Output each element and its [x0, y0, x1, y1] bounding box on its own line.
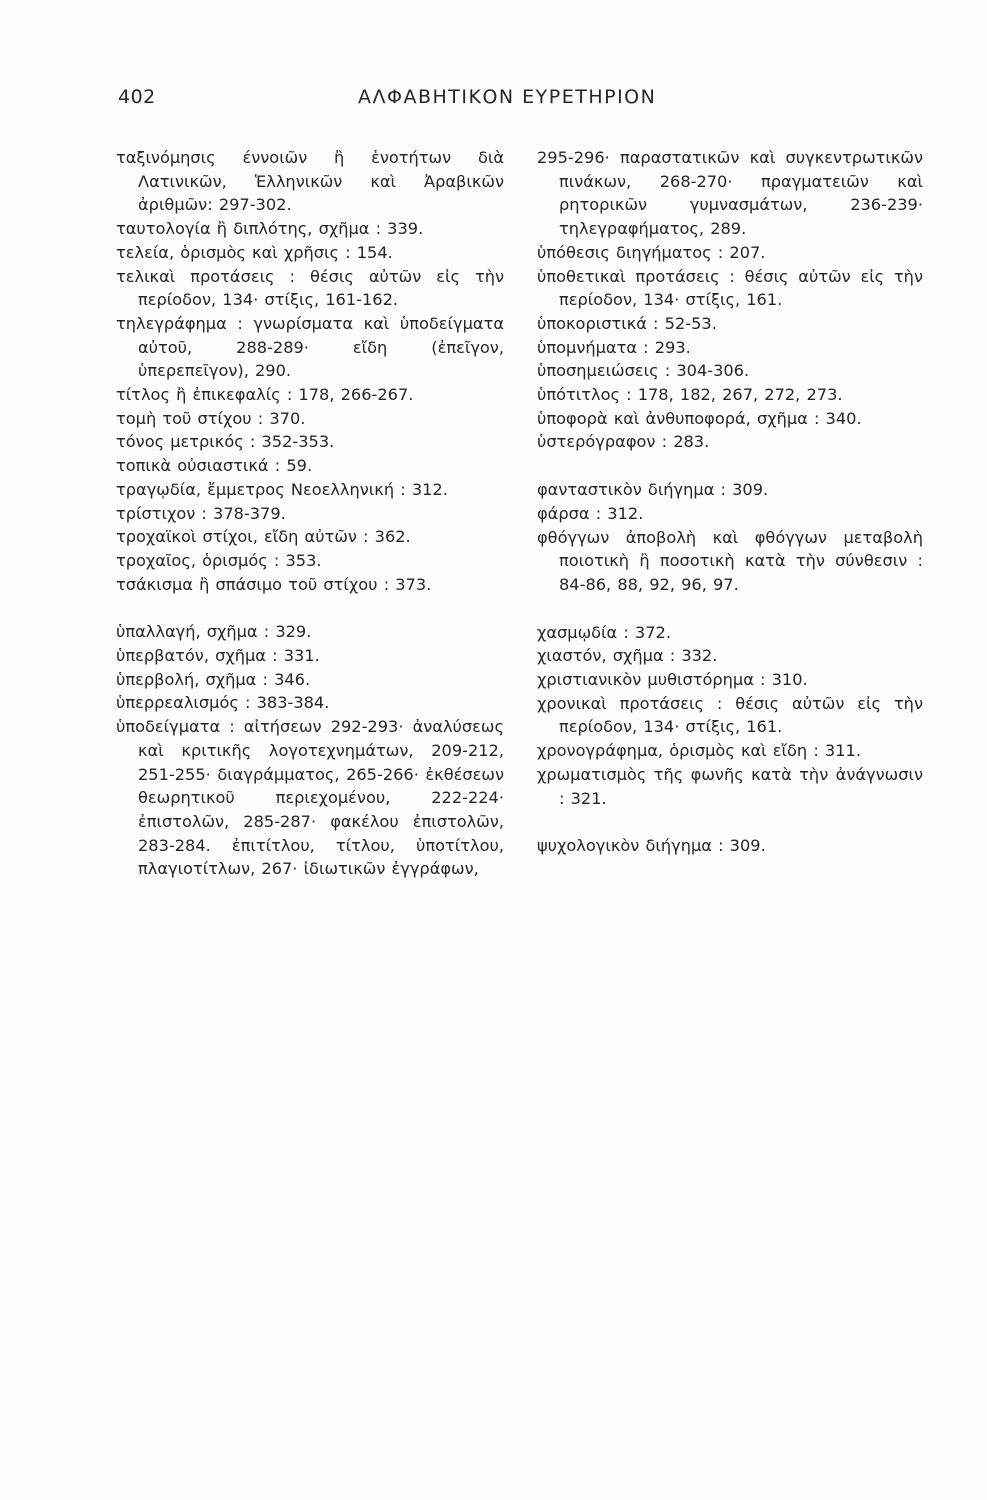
- index-column-left: [116, 146, 504, 881]
- index-entry: χιαστόν, σχῆμα : 332.: [537, 646, 718, 666]
- index-entry: χρωματισμὸς τῆς φωνῆς κατὰ τὴν ἀνάγνωσιν : 321.: [537, 764, 923, 808]
- index-entry: φθόγγων ἀποβολὴ καὶ φθόγγων μεταβολὴ ποιοτικὴ ἢ ποσοτικὴ κατὰ τὴν σύνθεσιν : 84-86, 88, 92, 96, 97.: [537, 527, 923, 594]
- index-entry: τηλεγράφημα : γνωρίσματα καὶ ὑποδείγματα αὐτοῦ, 288-289· εἴδη (ἐπεῖγον, ὑπερεπεῖγον), 290.: [116, 313, 504, 381]
- index-group-chi: [537, 621, 923, 811]
- index-entry: ὑπότιτλος : 178, 182, 267, 272, 273.: [537, 385, 843, 405]
- index-entry: τομὴ τοῦ στίχου : 370.: [116, 408, 306, 428]
- index-entry: τελικαὶ προτάσεις : θέσις αὐτῶν εἰς τὴν περίοδον, 134· στίξις, 161-162.: [116, 266, 504, 310]
- index-entry: τραγῳδία, ἔμμετρος Νεοελληνική : 312.: [116, 479, 448, 499]
- index-entry: ὑπαλλαγή, σχῆμα : 329.: [116, 622, 312, 642]
- index-entry: τελεία, ὁρισμὸς καὶ χρῆσις : 154.: [116, 242, 393, 262]
- index-column-right: [537, 146, 923, 858]
- index-entry: φάρσα : 312.: [537, 503, 644, 523]
- index-entry: ὑπόθεσις διηγήματος : 207.: [537, 242, 766, 262]
- index-entry: ὑποδείγματα : αἰτήσεων 292-293· ἀναλύσεως καὶ κριτικῆς λογοτεχνημάτων, 209-212, 251-255· διαγράμματος, 265-266· ἐκθέσεων θεωρητικοῦ περιεχομένου, 222-224· ἐπιστολῶν, 285-287· φακέλου ἐπιστολῶν, 283-284. ἐπιτίτλου, τίτλου, ὑποτίτλου, πλαγιοτίτλων, 267· ἰδιωτικῶν ἐγγράφων,: [116, 717, 504, 879]
- index-entry: ὑποκοριστικά : 52-53.: [537, 313, 717, 333]
- page-number: 402: [118, 86, 156, 108]
- group-spacer: [116, 596, 504, 620]
- index-group-upsilon-continued: [537, 146, 923, 454]
- index-entry: τροχαϊκοὶ στίχοι, εἴδη αὐτῶν : 362.: [116, 527, 411, 547]
- index-entry: τοπικὰ οὐσιαστικά : 59.: [116, 456, 313, 476]
- index-entry: τσάκισμα ἢ σπάσιμο τοῦ στίχου : 373.: [116, 574, 432, 594]
- index-entry: ὑπερρεαλισμός : 383-384.: [116, 693, 330, 713]
- index-group-psi: [537, 834, 923, 858]
- index-entry: τρίστιχον : 378-379.: [116, 503, 286, 523]
- index-entry: ὑποφορὰ καὶ ἀνθυποφορά, σχῆμα : 340.: [537, 408, 862, 428]
- index-entry: ὑπερβολή, σχῆμα : 346.: [116, 669, 311, 689]
- index-entry: ταξινόμησις έννοιῶν ἢ ἑνοτήτων διὰ Λατινικῶν, Ἑλληνικῶν καὶ Ἀραβικῶν ἀριθμῶν: 297-302.: [116, 148, 504, 215]
- running-head: ΑΛΦΑΒΗΤΙΚΟΝ ΕΥΡΕΤΗΡΙΟΝ: [358, 86, 657, 108]
- index-entry: χρονικαὶ προτάσεις : θέσις αὐτῶν εἰς τὴν περίοδον, 134· στίξις, 161.: [537, 693, 923, 737]
- group-spacer: [537, 597, 923, 621]
- index-group-phi: [537, 478, 923, 597]
- index-entry: 295-296· παραστατικῶν καὶ συγκεντρωτικῶν πινάκων, 268-270· πραγματειῶν καὶ ρητορικῶν γυμνασμάτων, 236-239· τηλεγραφήματος, 289.: [537, 148, 923, 239]
- group-spacer: [537, 454, 923, 478]
- index-entry: ὑστερόγραφον : 283.: [537, 432, 710, 452]
- index-entry: χρονογράφημα, ὁρισμὸς καὶ εἴδη : 311.: [537, 741, 861, 761]
- index-entry: ὑποσημειώσεις : 304-306.: [537, 361, 750, 381]
- index-entry: ὑπερβατόν, σχῆμα : 331.: [116, 646, 320, 666]
- index-entry: φανταστικὸν διήγημα : 309.: [537, 480, 769, 500]
- index-entry: ταυτολογία ἢ διπλότης, σχῆμα : 339.: [116, 219, 424, 239]
- index-entry: τροχαῖος, ὁρισμός : 353.: [116, 550, 322, 570]
- index-entry: τίτλος ἢ ἐπικεφαλίς : 178, 266-267.: [116, 385, 414, 405]
- index-entry: ψυχολογικὸν διήγημα : 309.: [537, 836, 766, 856]
- group-spacer: [537, 810, 923, 834]
- index-entry: ὑποθετικαὶ προτάσεις : θέσις αὐτῶν εἰς τὴν περίοδον, 134· στίξις, 161.: [537, 266, 923, 310]
- index-entry: χασμῳδία : 372.: [537, 622, 671, 642]
- index-group-upsilon: [116, 620, 504, 881]
- index-entry: χριστιανικὸν μυθιστόρημα : 310.: [537, 670, 808, 690]
- index-entry: ὑπομνήματα : 293.: [537, 337, 691, 357]
- index-group-tau: [116, 146, 504, 596]
- index-entry: τόνος μετρικός : 352-353.: [116, 432, 335, 452]
